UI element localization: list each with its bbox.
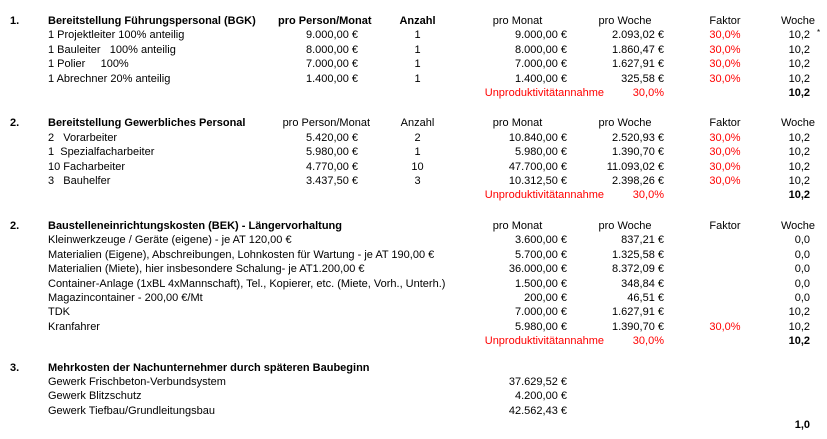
empty-cell [815, 291, 827, 305]
cell-description: 1 Spezialfacharbeiter [48, 146, 155, 159]
section-header-row [0, 219, 827, 233]
unproductivity-label: Unproduktivitätannahme [484, 189, 604, 202]
cell-week: 10,2 [788, 146, 810, 159]
empty-cell [815, 320, 827, 334]
cell-factor [668, 262, 768, 276]
cell-description: 2 Vorarbeiter [48, 131, 118, 144]
cell-per-month: 10.840,00 € [508, 131, 567, 144]
cell-factor: 30,0% [709, 131, 741, 144]
unproductivity-label: Unproduktivitätannahme [484, 335, 604, 348]
table-row [0, 57, 827, 71]
cell-count: 2 [414, 131, 421, 144]
cell-factor: 30,0% [709, 72, 741, 85]
cell-week: 10,2 [788, 43, 810, 56]
cell-description: Gewerk Frischbeton-Verbundsystem [48, 375, 226, 388]
table-row [0, 305, 827, 319]
column-header-week: Woche [780, 117, 815, 130]
cell-per-week: 837,21 € [621, 234, 664, 247]
cell-per-week: 8.372,09 € [612, 263, 664, 276]
cell-per-month: 3.600,00 € [515, 234, 567, 247]
cell-description: Materialien (Eigene), Abschreibungen, Lohnkosten für Wartung - je AT 190,00 € [48, 248, 435, 261]
table-row [0, 174, 827, 188]
cell-per-week: 1.390,70 € [612, 320, 664, 333]
section-header-row [0, 14, 827, 28]
cell-per-week: 2.093,02 € [612, 29, 664, 42]
cell-per-month: 5.980,00 € [515, 146, 567, 159]
cell-count: 1 [414, 146, 421, 159]
cell-per-month: 8.000,00 € [515, 43, 567, 56]
cell-per-week: 1.325,58 € [612, 248, 664, 261]
cell-week: 0,0 [794, 291, 810, 304]
column-header-per-person-month: pro Person/Monat [278, 15, 372, 27]
cell-week: 0,0 [794, 263, 810, 276]
empty-cell [668, 86, 768, 100]
column-header-per-month: pro Monat [492, 15, 543, 27]
cell-factor: 30,0% [709, 29, 741, 42]
section-baustelleneinrichtungskosten [0, 219, 827, 349]
cell-factor: 30,0% [709, 320, 741, 333]
empty-cell [0, 418, 768, 432]
cell-week: 10,2 [788, 72, 810, 85]
unproductivity-footer-row [0, 86, 827, 100]
cell-amount: 37.629,52 € [508, 375, 567, 388]
cell-per-week: 1.627,91 € [612, 306, 664, 319]
unproductivity-value: 30,0% [632, 87, 664, 100]
column-header-per-week: pro Woche [598, 117, 652, 130]
empty-cell [668, 188, 768, 202]
empty-cell [668, 334, 768, 348]
column-header-count: Anzahl [399, 15, 436, 27]
week-total: 1,0 [794, 419, 810, 432]
empty-cell [0, 188, 38, 202]
cell-description: Kleinwerkzeuge / Geräte (eigene) - je AT 120,00 € [48, 234, 292, 247]
table-row [0, 389, 827, 403]
table-row [0, 248, 827, 262]
cell-description: 10 Facharbeiter [48, 160, 126, 173]
table-row [0, 43, 827, 57]
empty-cell [0, 233, 38, 247]
column-header-per-person-month: pro Person/Monat [282, 117, 370, 130]
empty-cell [815, 116, 827, 130]
empty-cell [570, 404, 827, 418]
empty-cell [815, 188, 827, 202]
section-mehrkosten-nachunternehmer [0, 361, 827, 433]
empty-cell [0, 160, 38, 174]
section-title: Mehrkosten der Nachunternehmer durch späteren Baubeginn [48, 361, 370, 374]
empty-cell [0, 334, 38, 348]
cell-per-person-month: 8.000,00 € [306, 43, 358, 56]
empty-cell [570, 389, 827, 403]
cell-week: 10,2 [788, 320, 810, 333]
cell-per-month: 1.500,00 € [515, 277, 567, 290]
cell-description: Magazincontainer - 200,00 €/Mt [48, 291, 203, 304]
table-row [0, 262, 827, 276]
section-header-row [0, 361, 827, 375]
section-number: 3. [10, 361, 20, 374]
cell-per-week: 46,51 € [627, 291, 664, 304]
cell-count: 10 [411, 160, 424, 173]
column-header-factor: Faktor [709, 117, 741, 130]
empty-cell [0, 262, 38, 276]
section-header-row [0, 116, 827, 130]
unproductivity-value: 30,0% [632, 189, 664, 202]
table-row [0, 131, 827, 145]
cell-description: Gewerk Tiefbau/Grundleitungsbau [48, 404, 215, 417]
unproductivity-footer-row [0, 334, 827, 348]
empty-cell [815, 160, 827, 174]
column-header-factor: Faktor [709, 15, 741, 27]
cell-week: 10,2 [788, 160, 810, 173]
table-row [0, 375, 827, 389]
column-header-per-week: pro Woche [598, 219, 652, 232]
unproductivity-label-cell [38, 188, 604, 202]
section-number: 2. [10, 117, 20, 130]
section-fuehrungspersonal [0, 14, 827, 100]
column-header-week: Woche [780, 15, 815, 27]
table-row [0, 277, 827, 291]
cell-factor [668, 248, 768, 262]
column-header-per-month: pro Monat [492, 117, 543, 130]
cell-description: Container-Anlage (1xBL 4xMannschaft), Tel., Kopierer, etc. (Miete, Vorh., Unterh.) [48, 277, 446, 290]
cell-count: 1 [414, 29, 421, 42]
empty-cell [815, 418, 827, 432]
empty-cell [815, 86, 827, 100]
cell-week: 10,2 [788, 306, 810, 319]
cell-per-week: 1.627,91 € [612, 58, 664, 71]
cell-per-person-month: 9.000,00 € [306, 29, 358, 42]
empty-cell [0, 28, 38, 42]
cell-week: 0,0 [794, 277, 810, 290]
cell-factor: 30,0% [709, 160, 741, 173]
cell-per-week: 2.398,26 € [612, 175, 664, 188]
cell-factor: 30,0% [709, 146, 741, 159]
section-title: Bereitstellung Führungspersonal (BGK) [48, 15, 256, 27]
cell-amount: 4.200,00 € [515, 390, 567, 403]
footnote-mark: * [817, 28, 821, 38]
empty-cell [815, 145, 827, 159]
empty-cell [0, 145, 38, 159]
table-row [0, 320, 827, 334]
cell-factor [668, 305, 768, 319]
empty-cell [0, 43, 38, 57]
cell-description: Kranfahrer [48, 320, 100, 333]
empty-cell [0, 320, 38, 334]
empty-cell [815, 305, 827, 319]
cell-week: 10,2 [788, 175, 810, 188]
cell-count: 1 [414, 43, 421, 56]
cell-factor: 30,0% [709, 58, 741, 71]
empty-cell [0, 57, 38, 71]
column-header-count: Anzahl [400, 117, 435, 130]
empty-cell [0, 72, 38, 86]
cell-per-month: 36.000,00 € [508, 263, 567, 276]
cell-factor: 30,0% [709, 43, 741, 56]
empty-cell [815, 57, 827, 71]
cell-per-month: 7.000,00 € [515, 306, 567, 319]
cell-week: 10,2 [788, 131, 810, 144]
cell-per-person-month: 1.400,00 € [306, 72, 358, 85]
cell-count: 1 [414, 58, 421, 71]
unproductivity-label-cell [38, 334, 604, 348]
unproductivity-label-cell [38, 86, 604, 100]
cell-per-person-month: 5.980,00 € [306, 146, 358, 159]
cell-amount: 42.562,43 € [508, 404, 567, 417]
cell-factor [668, 291, 768, 305]
cell-description: 1 Polier 100% [48, 58, 129, 71]
empty-cell [815, 43, 827, 57]
column-header-week: Woche [780, 219, 815, 232]
empty-cell [0, 277, 38, 291]
table-row [0, 145, 827, 159]
empty-cell [815, 262, 827, 276]
cell-per-month: 5.980,00 € [515, 320, 567, 333]
cell-per-person-month: 3.437,50 € [306, 175, 358, 188]
section-gewerbliches-personal [0, 116, 827, 202]
cell-per-week: 2.520,93 € [612, 131, 664, 144]
empty-cell [815, 233, 827, 247]
unproductivity-footer-row [0, 188, 827, 202]
empty-cell [0, 248, 38, 262]
cell-week: 10,2 [788, 29, 810, 42]
empty-cell [0, 174, 38, 188]
cell-count: 3 [414, 175, 421, 188]
cell-description: 1 Bauleiter 100% anteilig [48, 43, 176, 56]
column-header-per-week: pro Woche [598, 15, 652, 27]
cell-description: Materialien (Miete), hier insbesondere Schalung- je AT1.200,00 € [48, 263, 365, 276]
empty-cell [815, 174, 827, 188]
cell-per-month: 47.700,00 € [508, 160, 567, 173]
empty-cell [0, 305, 38, 319]
table-row [0, 72, 827, 86]
empty-cell [0, 404, 38, 418]
empty-cell [815, 248, 827, 262]
unproductivity-label: Unproduktivitätannahme [484, 87, 604, 100]
empty-cell [0, 291, 38, 305]
cell-week: 0,0 [794, 248, 810, 261]
cell-per-month: 9.000,00 € [515, 29, 567, 42]
empty-cell [815, 219, 827, 233]
table-row [0, 160, 827, 174]
empty-cell [815, 277, 827, 291]
cell-per-month: 7.000,00 € [515, 58, 567, 71]
unproductivity-value: 30,0% [632, 335, 664, 348]
empty-cell [815, 131, 827, 145]
empty-cell [0, 86, 38, 100]
empty-cell [570, 375, 827, 389]
week-total: 10,2 [788, 87, 810, 100]
column-header-per-month: pro Monat [492, 219, 543, 232]
cell-description: TDK [48, 306, 70, 319]
empty-cell [815, 14, 827, 28]
cell-factor [668, 277, 768, 291]
table-row [0, 28, 827, 42]
section-number: 2. [10, 219, 20, 232]
empty-cell [0, 131, 38, 145]
section-footer-row [0, 418, 827, 432]
cell-description: 1 Projektleiter 100% anteilig [48, 29, 185, 42]
week-total: 10,2 [788, 189, 810, 202]
empty-cell [0, 375, 38, 389]
section-number: 1. [10, 15, 20, 27]
cell-per-month: 5.700,00 € [515, 248, 567, 261]
cell-week: 10,2 [788, 58, 810, 71]
cell-per-person-month: 7.000,00 € [306, 58, 358, 71]
section-title: Bereitstellung Gewerbliches Personal [48, 117, 246, 130]
cell-factor: 30,0% [709, 175, 741, 188]
cell-factor [668, 233, 768, 247]
week-total: 10,2 [788, 335, 810, 348]
cell-per-month: 200,00 € [524, 291, 567, 304]
cell-per-week: 325,58 € [621, 72, 664, 85]
cell-per-week: 11.093,02 € [606, 160, 664, 173]
cell-week: 0,0 [794, 234, 810, 247]
cell-per-week: 348,84 € [621, 277, 664, 290]
cell-per-week: 1.390,70 € [612, 146, 664, 159]
cell-count: 1 [414, 72, 421, 85]
empty-cell [815, 334, 827, 348]
column-header-factor: Faktor [709, 219, 741, 232]
table-row [0, 233, 827, 247]
empty-cell [815, 72, 827, 86]
cell-per-month: 10.312,50 € [508, 175, 567, 188]
cell-per-person-month: 4.770,00 € [306, 160, 358, 173]
cell-per-person-month: 5.420,00 € [306, 131, 358, 144]
cell-description: 3 Bauhelfer [48, 175, 111, 188]
cell-description: Gewerk Blitzschutz [48, 390, 142, 403]
section-title: Baustelleneinrichtungskosten (BEK) - Längervorhaltung [48, 219, 342, 232]
cell-per-month: 1.400,00 € [515, 72, 567, 85]
table-row [0, 291, 827, 305]
cell-per-week: 1.860,47 € [612, 43, 664, 56]
table-row [0, 404, 827, 418]
cell-description: 1 Abrechner 20% anteilig [48, 72, 171, 85]
empty-cell [0, 389, 38, 403]
